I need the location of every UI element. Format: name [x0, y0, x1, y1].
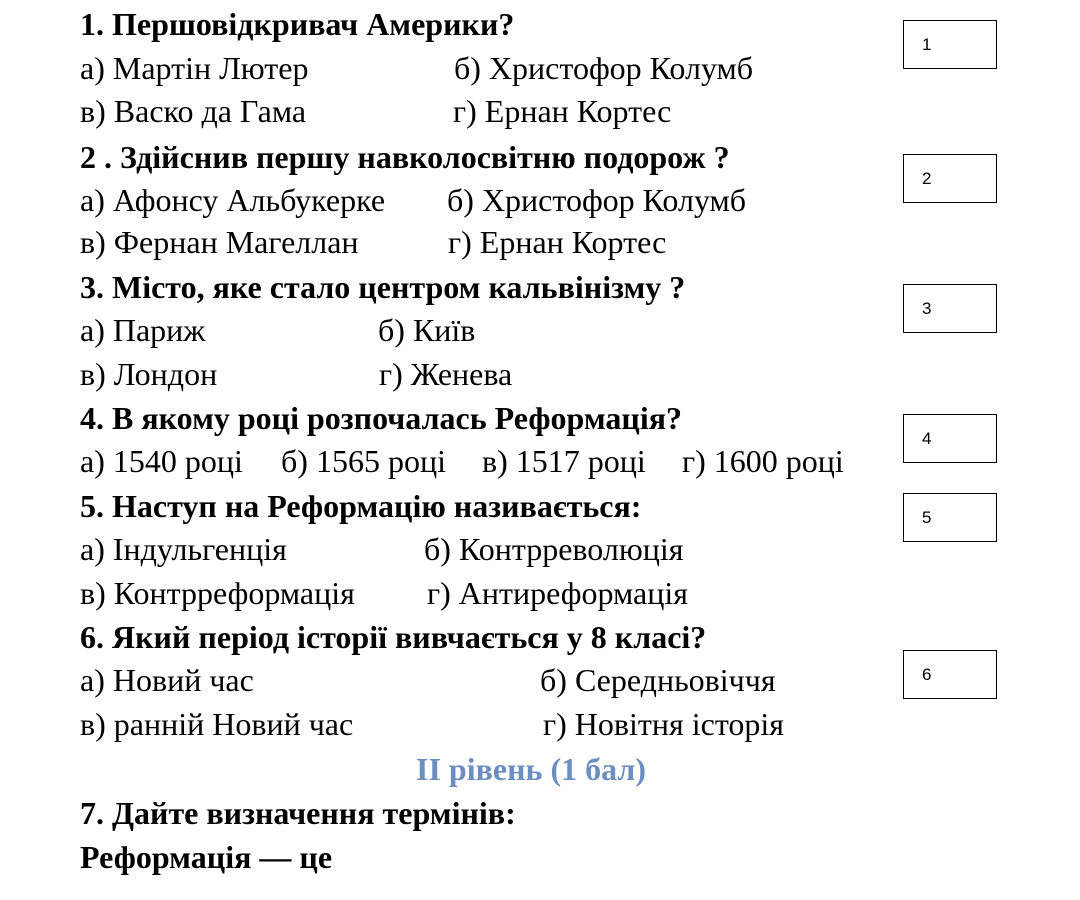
answer-box-2[interactable] [903, 154, 997, 203]
question-4-title: 4. В якому році розпочалась Реформація? [80, 400, 683, 436]
question-4-option-d: г) 1600 році [682, 443, 844, 479]
question-5-option-c: в) Контрреформація [80, 575, 355, 611]
question-3-option-b: б) Київ [378, 312, 476, 348]
question-2-option-d: г) Ернан Кортес [448, 224, 667, 260]
answer-box-label: 4 [922, 429, 932, 448]
answer-box-4[interactable] [903, 414, 997, 463]
question-1-option-c: в) Васко да Гама [80, 93, 307, 129]
question-4-option-c: в) 1517 році [482, 443, 646, 479]
answer-box-label: 1 [922, 35, 932, 54]
question-2-title: 2 . Здійснив першу навколосвітню подорож ? [80, 139, 730, 175]
question-2-option-c: в) Фернан Магеллан [80, 224, 359, 260]
question-7-title: 7. Дайте визначення термінів: [80, 795, 516, 831]
answer-box-label: 3 [922, 299, 932, 318]
question-1-option-d: г) Ернан Кортес [453, 93, 672, 129]
answer-box-1[interactable] [903, 20, 997, 69]
section-heading: II рівень (1 бал) [416, 751, 646, 787]
answer-box-label: 6 [922, 665, 932, 684]
question-1-title: 1. Першовідкривач Америки? [80, 6, 515, 42]
question-4-option-b: б) 1565 році [281, 443, 446, 479]
question-6-option-b: б) Середньовіччя [540, 662, 776, 698]
answer-box-6[interactable] [903, 650, 997, 699]
question-1-option-b: б) Христофор Колумб [454, 50, 754, 86]
answer-box-5[interactable] [903, 493, 997, 542]
question-3-option-a: а) Париж [80, 312, 206, 348]
question-5-option-b: б) Контрреволюція [424, 531, 684, 567]
question-6-option-c: в) ранній Новий час [80, 706, 354, 742]
question-5-option-d: г) Антиреформація [427, 575, 688, 611]
question-5-title: 5. Наступ на Реформацію називається: [80, 488, 642, 524]
question-1-option-a: а) Мартін Лютер [80, 50, 309, 86]
question-6-title: 6. Який період історії вивчається у 8 класі? [80, 619, 707, 655]
question-6-option-a: а) Новий час [80, 662, 254, 698]
question-2-option-a: а) Афонсу Альбукерке [80, 182, 386, 218]
question-3-option-d: г) Женева [379, 356, 513, 392]
answer-box-label: 5 [922, 508, 932, 527]
question-6-option-d: г) Новітня історія [543, 706, 784, 742]
question-5-option-a: а) Індульгенція [80, 531, 287, 567]
question-3-title: 3. Місто, яке стало центром кальвінізму ? [80, 269, 686, 305]
question-7-term: Реформація — це [80, 839, 333, 875]
answer-box-3[interactable] [903, 284, 997, 333]
question-3-option-c: в) Лондон [80, 356, 218, 392]
question-2-option-b: б) Христофор Колумб [447, 182, 747, 218]
question-4-option-a: а) 1540 році [80, 443, 243, 479]
answer-box-label: 2 [922, 169, 932, 188]
